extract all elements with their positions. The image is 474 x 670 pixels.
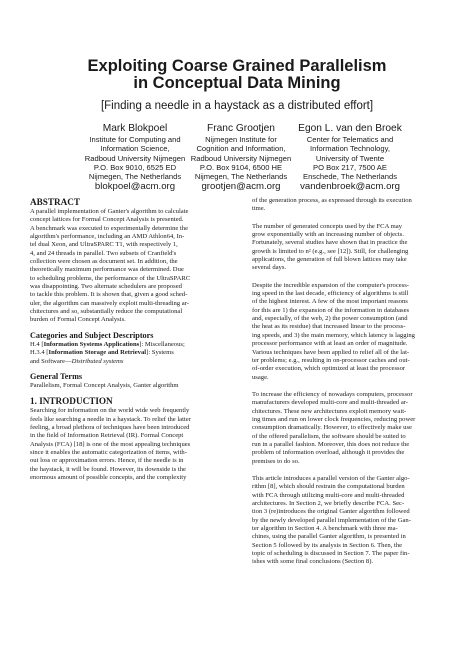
author-email: blokpoel@acm.org	[94, 181, 176, 193]
author-affiliation-line: Information Science,	[100, 144, 170, 154]
text-line: and, especially, of the web, 2) the power consumption (and	[252, 315, 408, 323]
text-line: The number of generated concepts used by the FCA may	[252, 222, 402, 230]
text-line: collection were chosen as document set. In addition, the	[30, 258, 178, 266]
text-line: growth is limited to n² (e.g., see [12]). Still, for challenging	[252, 247, 409, 255]
text-line: tel dual Xeon, and UltraSPARC T1, with respectively 1,	[30, 241, 178, 249]
text-line: Various techniques have been applied to relief all of the lat-	[252, 348, 410, 356]
text-line: problem of information overload, although it provides the	[252, 449, 405, 457]
text-line: A benchmark was executed to experimentally determine the	[30, 224, 189, 232]
author-name: Mark Blokpoel	[102, 123, 168, 134]
paragraph	[252, 282, 466, 382]
general-terms-heading: General Terms	[30, 371, 83, 381]
text-line: to tackle this problem. It is shown that, given a good sched-	[30, 291, 188, 299]
text-line: chines, using the parallel Ganter algorithm, is presented in	[252, 533, 406, 541]
abstract-body	[30, 208, 246, 325]
text-line: concept lattices for Formal Concept Analysis is presented.	[30, 216, 184, 224]
text-line: of the offered parallelism, the software should be suited to	[252, 432, 406, 440]
text-line: time.	[252, 205, 266, 213]
author-affiliation-line: University of Twente	[315, 153, 385, 163]
left-column	[30, 197, 246, 482]
author-affiliation-line: Cognition and Information,	[196, 144, 286, 154]
introduction-heading: 1. INTRODUCTION	[30, 396, 113, 407]
text-line: Searching for information on the world wide web frequently	[30, 407, 190, 415]
author-email: vandenbroek@acm.org	[300, 181, 400, 193]
text-line: in the field of Information Retrieval (IR). Formal Concept	[30, 432, 184, 440]
text-line: out loss or approximation errors. Hence, if the needle is in	[30, 457, 184, 465]
categories-line: and Software—Distributed systems	[30, 357, 124, 365]
author-affiliation-line: PO Box 217, 7500 AE	[313, 162, 387, 172]
text-line: feeling, a broad plethora of techniques have been introduced	[30, 423, 190, 431]
text-line: ishes with some final conclusions (Section 8).	[252, 558, 374, 566]
text-line: To increase the efficiency of nowadays computers, processor	[252, 390, 413, 398]
author-affiliation-line: Information Technology,	[310, 144, 390, 154]
right-column-body	[252, 197, 466, 567]
text-line: was disappointing. Two alternate schedulers are proposed	[30, 283, 182, 291]
text-line: ter problems; e.g., resulting in on-processor caches and out-	[252, 356, 410, 364]
paper-title-line-1: Exploiting Coarse Grained Parallelism	[87, 57, 387, 75]
text-line: Fortunately, several studies have shown that in practice the	[252, 239, 408, 247]
text-line: ing times and run on lower clock frequencies, reducing power	[252, 415, 416, 423]
text-line: premises to do so.	[252, 457, 300, 465]
text-line: since it enables the automatic categorization of items, with-	[30, 448, 187, 456]
paper-subtitle: [Finding a needle in a haystack as a distributed effort]	[100, 100, 374, 112]
text-line: architectures. In Section 2, we briefly describe FCA. Sec-	[252, 500, 405, 507]
text-line: grow exponentially with an increasing number of objects.	[252, 231, 404, 239]
text-line: usage.	[252, 373, 269, 381]
text-line: with FCA through utilizing multi-core and multi-threaded	[252, 491, 405, 499]
paragraph	[252, 391, 466, 466]
text-line: of the highest interest. A few of the most important reasons	[252, 298, 408, 306]
right-column	[252, 197, 466, 567]
text-line: Section 5 followed by its analysis in Section 6. Then, the	[252, 541, 403, 549]
text-line: 4, and 24 threads in parallel. Two subsets of Cranfield's	[30, 249, 177, 257]
text-line: rithm [8], which should restrain the computational burden	[252, 483, 405, 491]
author-affiliation-line: P.O. Box 9010, 6525 ED	[93, 162, 177, 172]
author-affiliation-line: Institute for Computing and	[89, 135, 181, 144]
paragraph	[252, 223, 466, 273]
introduction-body	[30, 407, 246, 482]
categories-heading: Categories and Subject Descriptors	[30, 330, 154, 340]
text-line: several days.	[252, 264, 287, 272]
text-line: A parallel implementation of Ganter's algorithm to calculate	[30, 208, 189, 215]
author-affiliation-line: Center for Telematics and	[306, 135, 394, 144]
text-line: to scheduling problems, the performance of the UltraSPARC	[30, 274, 191, 282]
text-line: This article introduces a parallel version of the Ganter algo-	[252, 474, 410, 482]
text-line: ter algorithm in Section 4. A benchmark with three ma-	[252, 525, 398, 533]
text-line: of-order execution, which optimized at least the processor	[252, 365, 406, 373]
author-name: Franc Grootjen	[207, 123, 275, 134]
text-line: the haystack, it will be found. However, its downside is the	[30, 465, 186, 473]
author-name: Egon L. van den Broek	[298, 123, 402, 134]
text-line: run in a parallel fashion. Moreover, this does not reduce the	[252, 440, 410, 448]
author-affiliation-line: Nijmegen Institute for	[205, 135, 277, 144]
text-line: consumption dramatically. However, to effectively make use	[252, 424, 412, 432]
paragraph	[252, 475, 466, 567]
text-line: by the newly developed parallel implementation of the Gan-	[252, 516, 411, 524]
text-line: enormous amount of possible concepts, and the complexity	[30, 473, 187, 481]
text-line: algorithm's performance, including an AMD Athlon64, In-	[30, 233, 185, 241]
general-terms-text: Parallelism, Formal Concept Analysis, Ganter algorithm	[30, 381, 179, 389]
text-line: chitectures and so, substantially reduce the computational	[30, 308, 183, 316]
text-line: tion 3 (re)introduces the original Ganter algorithm followed	[252, 508, 410, 516]
text-line: burden of Formal Concept Analysis.	[30, 316, 126, 324]
categories-line: H.4 [Information Systems Applications]: Miscellaneous;	[30, 340, 185, 348]
author-affiliation-line: Radboud University Nijmegen	[84, 153, 186, 163]
text-line: uler, the algorithm can massively exploit multi-threading ar-	[30, 299, 189, 307]
categories-line: H.3.4 [Information Storage and Retrieval]: Systems	[30, 349, 174, 357]
text-line: applications, the generation of full blown lattices may take	[252, 256, 407, 264]
text-line: ing speed in the last decade, efficiency of algorithms is still	[252, 290, 409, 298]
author-affiliation-line: Nijmegen, The Netherlands	[194, 172, 288, 182]
text-line: theoretically maximum performance was determined. Due	[30, 266, 184, 274]
text-line: topic of scheduling is discussed in Section 7. The paper fin-	[252, 550, 410, 558]
text-line: processor performance with at least an order of magnitude.	[252, 340, 408, 348]
author-affiliation-line: P.O. Box 9104, 6500 HE	[199, 162, 283, 172]
paragraph	[252, 197, 466, 214]
author-email: grootjen@acm.org	[201, 181, 281, 193]
author-affiliation-line: Enschede, The Netherlands	[303, 172, 397, 182]
text-line: ing speeds, and 3) the main memory, which latency is lagging	[252, 331, 415, 339]
author-affiliation-line: Radboud University Nijmegen	[190, 153, 292, 163]
text-line: feels like searching a needle in a haystack. To relief the latter	[30, 415, 191, 423]
text-line: manufacturers developed multi-core and multi-threaded ar-	[252, 399, 409, 407]
text-line: Despite the incredible expansion of the computer's process-	[252, 281, 410, 289]
author-block-van-den-broek	[283, 123, 417, 192]
text-line: chitectures. These new architectures exploit memory wait-	[252, 407, 407, 415]
text-line: Analysis (FCA) [18] is one of the most appealing techniques	[30, 440, 191, 448]
text-line: of the generation process, as expressed through its execution	[252, 197, 412, 204]
text-line: for this are 1) the expansion of the information in databases	[252, 306, 410, 314]
author-affiliation-line: Nijmegen, The Netherlands	[88, 172, 182, 182]
paper-title-line-2: in Conceptual Data Mining	[133, 74, 341, 92]
abstract-heading: ABSTRACT	[30, 197, 81, 207]
text-line: the heat as its residue) that increased linear to the process-	[252, 323, 406, 331]
